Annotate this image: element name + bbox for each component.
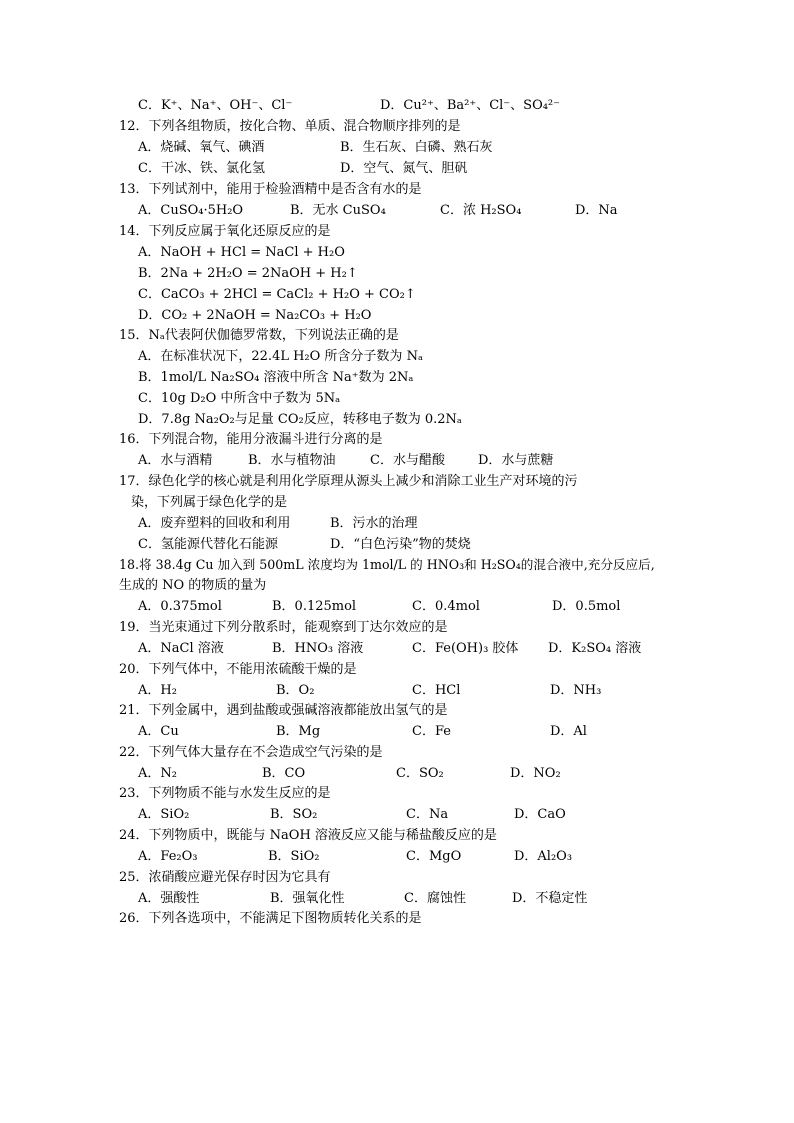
question-16-stem: 16．下列混合物，能用分液漏斗进行分离的是 (119, 432, 383, 447)
option-b: B．水与植物油 (248, 453, 336, 468)
option-d: D．CaO (514, 807, 566, 822)
option-b: B．CO (262, 766, 306, 781)
option-b: B．SO₂ (270, 807, 318, 822)
option-b: B．Mg (276, 724, 321, 739)
option-d: D．7.8g Na₂O₂与足量 CO₂反应，转移电子数为 0.2Nₐ (138, 412, 462, 427)
option-a: A．H₂ (138, 683, 177, 698)
option-d: D．K₂SO₄ 溶液 (548, 641, 642, 656)
question-17-stem: 17．绿色化学的核心就是利用化学原理从源头上减少和消除工业生产对环境的污 (119, 474, 578, 489)
option-b: B．SiO₂ (268, 849, 320, 864)
option-c: C．MgO (406, 849, 462, 864)
option-d: D．不稳定性 (512, 891, 588, 906)
option-c: C．氢能源代替化石能源 (138, 537, 278, 552)
option-a: A．废弃塑料的回收和利用 (138, 516, 291, 531)
question-17-stem-continued: 染，下列属于绿色化学的是 (131, 495, 288, 510)
option-c: C．浓 H₂SO₄ (440, 203, 522, 218)
option-a: A．Cu (138, 724, 179, 739)
question-26-stem: 26．下列各选项中，不能满足下图物质转化关系的是 (119, 911, 422, 926)
question-21-stem: 21．下列金属中，遇到盐酸或强碱溶液都能放出氢气的是 (119, 703, 448, 718)
question-19-stem: 19．当光束通过下列分散系时，能观察到丁达尔效应的是 (119, 620, 448, 635)
option-b: B．强氧化性 (270, 891, 345, 906)
option-c: C．腐蚀性 (404, 891, 466, 906)
option-d: D．0.5mol (552, 599, 621, 614)
option-b: B．1mol/L Na₂SO₄ 溶液中所含 Na⁺数为 2Nₐ (138, 370, 414, 385)
option-d: D．Al (550, 724, 587, 739)
option-d: D．Al₂O₃ (514, 849, 573, 864)
option-a: A．NaCl 溶液 (138, 641, 224, 656)
option-a: A．强酸性 (138, 891, 200, 906)
question-18-stem-continued: 生成的 NO 的物质的量为 (119, 578, 267, 593)
option-a: A．0.375mol (138, 599, 222, 614)
question-23-stem: 23．下列物质不能与水发生反应的是 (119, 786, 331, 801)
question-18-stem: 18.将 38.4g Cu 加入到 500mL 浓度均为 1mol/L 的 HNO₃和 H₂SO₄的混合液中,充分反应后, (119, 557, 655, 572)
option-b: B．无水 CuSO₄ (290, 203, 386, 218)
option-b: B．污水的治理 (330, 516, 418, 531)
option-c: C．Fe(OH)₃ 胶体 (412, 641, 519, 656)
option-d: D．Cu²⁺、Ba²⁺、Cl⁻、SO₄²⁻ (380, 98, 561, 113)
option-d: D．Na (575, 203, 618, 218)
option-a: A．Fe₂O₃ (138, 849, 198, 864)
option-b: B．生石灰、白磷、熟石灰 (340, 140, 493, 155)
question-14-stem: 14．下列反应属于氧化还原反应的是 (119, 224, 331, 239)
question-13-stem: 13．下列试剂中，能用于检验酒精中是否含有水的是 (119, 182, 422, 197)
option-a: A．N₂ (138, 766, 177, 781)
question-25-stem: 25．浓硝酸应避光保存时因为它具有 (119, 870, 331, 885)
option-c: C．10g D₂O 中所含中子数为 5Nₐ (138, 391, 341, 406)
option-a: A．水与酒精 (138, 453, 213, 468)
option-c: C．Na (406, 807, 449, 822)
option-c: C．Fe (412, 724, 451, 739)
option-c: C．干冰、铁、氯化氢 (138, 161, 265, 176)
question-15-stem: 15．Nₐ代表阿伏伽德罗常数，下列说法正确的是 (119, 328, 399, 343)
option-d: D．水与蔗糖 (478, 453, 554, 468)
option-c: C．0.4mol (412, 599, 480, 614)
question-24-stem: 24．下列物质中，既能与 NaOH 溶液反应又能与稀盐酸反应的是 (119, 828, 497, 843)
option-a: A．NaOH + HCl = NaCl + H₂O (138, 245, 345, 260)
option-a: A．在标准状况下，22.4L H₂O 所含分子数为 Nₐ (138, 349, 423, 364)
option-b: B．0.125mol (272, 599, 357, 614)
option-b: B．HNO₃ 溶液 (272, 641, 364, 656)
option-c: C．水与醋酸 (370, 453, 445, 468)
question-20-stem: 20．下列气体中，不能用浓硫酸干燥的是 (119, 662, 357, 677)
option-d: D．“白色污染”物的焚烧 (330, 537, 471, 552)
option-b: B．O₂ (276, 683, 315, 698)
option-a: A．CuSO₄·5H₂O (138, 203, 244, 218)
question-12-stem: 12．下列各组物质，按化合物、单质、混合物顺序排列的是 (119, 119, 461, 134)
option-b: B．2Na + 2H₂O = 2NaOH + H₂↑ (138, 266, 358, 281)
option-a: A．烧碱、氧气、碘酒 (138, 140, 265, 155)
option-c: C．K⁺、Na⁺、OH⁻、Cl⁻ (138, 98, 293, 113)
option-c: C．SO₂ (396, 766, 444, 781)
option-d: D．NO₂ (510, 766, 561, 781)
option-d: D．NH₃ (550, 683, 602, 698)
question-22-stem: 22．下列气体大量存在不会造成空气污染的是 (119, 745, 383, 760)
option-c: C．CaCO₃ + 2HCl = CaCl₂ + H₂O + CO₂↑ (138, 287, 416, 302)
option-a: A．SiO₂ (138, 807, 190, 822)
option-c: C．HCl (412, 683, 461, 698)
option-d: D．CO₂ + 2NaOH = Na₂CO₃ + H₂O (138, 308, 372, 323)
option-d: D．空气、氮气、胆矾 (340, 161, 468, 176)
